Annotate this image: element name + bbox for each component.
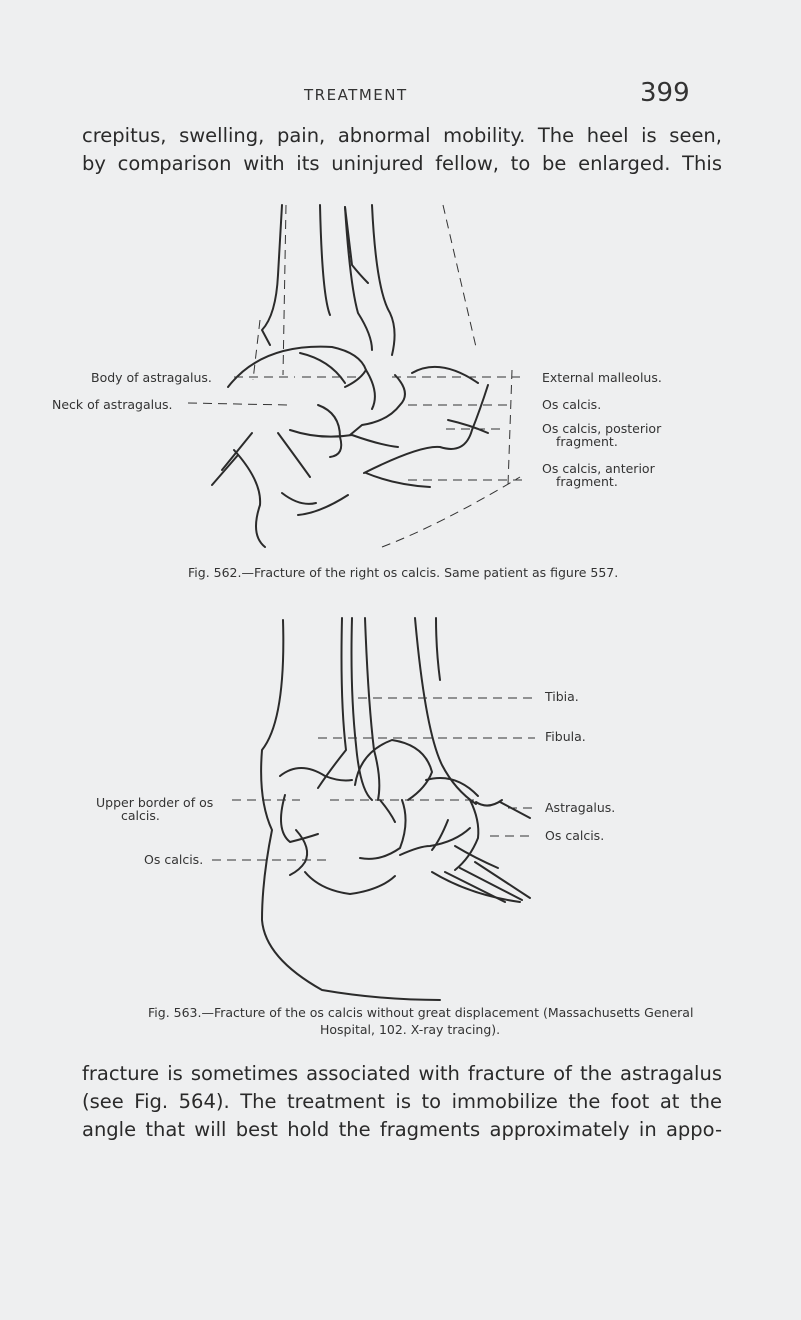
text-line: (see Fig. 564). The treatment is to immobilize the foot at the <box>82 1090 722 1113</box>
calcis-outline <box>234 450 348 547</box>
body-paragraph-top <box>82 122 722 178</box>
leader-neck-astragalus <box>188 403 288 405</box>
text-line: angle that will best hold the fragments approximately in appo- <box>82 1118 722 1141</box>
label-os-calcis-right: Os calcis. <box>545 828 605 843</box>
text-line: by comparison with its uninjured fellow, to be enlarged. This <box>82 152 722 175</box>
label-astragalus: Astragalus. <box>545 800 616 815</box>
caption-line: Fig. 563.—Fracture of the os calcis without great displacement (Massachusetts General <box>148 1005 694 1020</box>
talus-outline <box>228 347 366 387</box>
page-header <box>0 78 801 118</box>
label-upper-border-calcis: calcis. <box>121 808 160 823</box>
label-external-malleolus: External malleolus. <box>542 370 662 385</box>
label-os-calcis-posterior-fragment: fragment. <box>556 434 618 449</box>
caption-line: Hospital, 102. X-ray tracing). <box>320 1022 501 1037</box>
text-line: crepitus, swelling, pain, abnormal mobility. The heel is seen, <box>82 124 722 147</box>
label-fibula: Fibula. <box>545 729 586 744</box>
calcis-outline-563 <box>305 872 395 894</box>
label-body-of-astragalus: Body of astragalus. <box>91 370 212 385</box>
label-os-calcis-anterior: Os calcis, anterior <box>542 461 655 476</box>
label-os-calcis-posterior: Os calcis, posterior <box>542 421 662 436</box>
label-os-calcis: Os calcis. <box>542 397 602 412</box>
label-tibia: Tibia. <box>545 689 579 704</box>
figure-563-caption <box>148 1004 708 1038</box>
body-paragraph-bottom <box>82 1060 722 1144</box>
tibia-outline-563 <box>261 620 440 1000</box>
label-neck-of-astragalus: Neck of astragalus. <box>52 397 173 412</box>
running-head: TREATMENT <box>304 86 408 104</box>
fibula-outline <box>345 207 372 350</box>
label-os-calcis-anterior-fragment: fragment. <box>556 474 618 489</box>
figure-562-caption: Fig. 562.—Fracture of the right os calcis. Same patient as figure 557. <box>188 565 619 580</box>
fibula-outline-563 <box>352 618 373 800</box>
label-os-calcis-left: Os calcis. <box>144 852 204 867</box>
text-line: fracture is sometimes associated with fracture of the astragalus <box>82 1062 722 1085</box>
page-number: 399 <box>640 78 690 108</box>
tibia-outline <box>262 205 282 345</box>
label-upper-border: Upper border of os <box>96 795 214 810</box>
